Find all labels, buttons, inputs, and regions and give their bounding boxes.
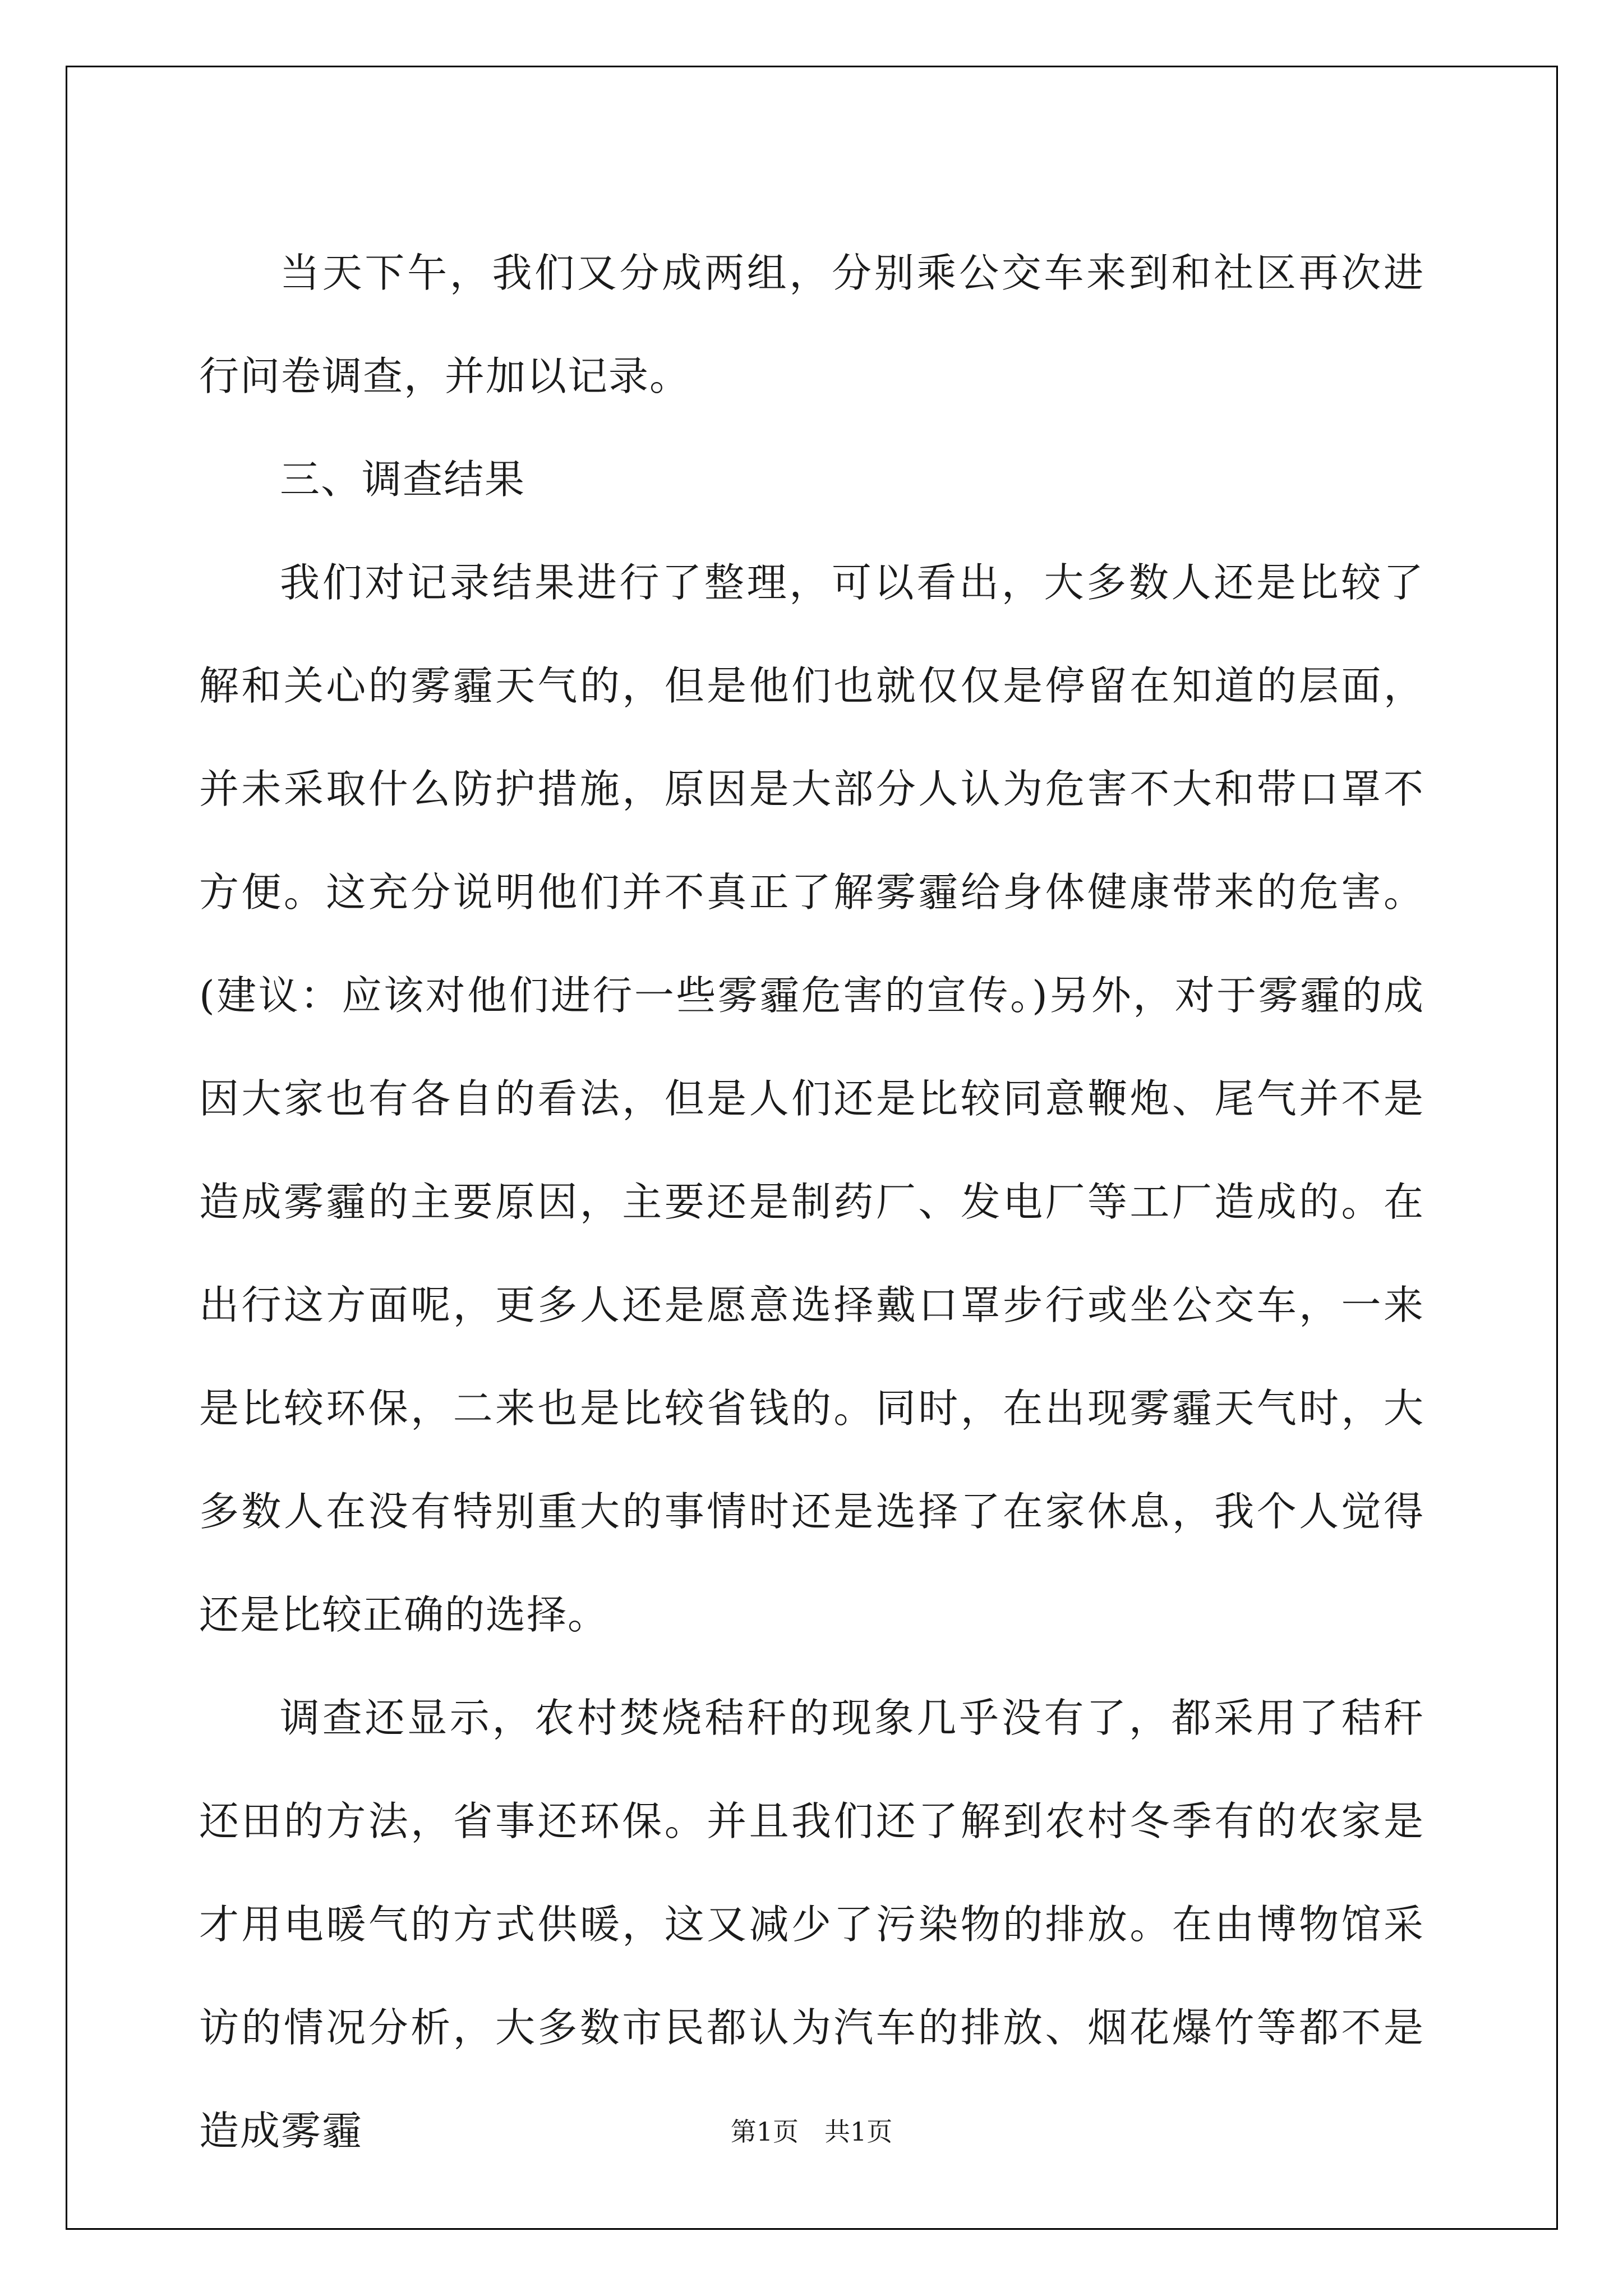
paragraph-rural-findings: 调查还显示，农村焚烧秸秆的现象几乎没有了，都采用了秸秆还田的方法，省事还环保。并且我们还了解到农村冬季有的农家是才用电暖气的方式供暖，这又减少了污染物的排放。在由博物馆采访的情况分析，大多数市民都认为汽车的排放、烟花爆竹等都不是造成雾霾 (199, 1695, 1424, 2154)
paragraph-afternoon-survey: 当天下午，我们又分成两组，分别乘公交车来到和社区再次进行问卷调查，并加以记录。 (199, 250, 1424, 399)
page-number-footer: 第1页 共1页 (730, 2116, 893, 2147)
paragraph-results-summary: 我们对记录结果进行了整理，可以看出，大多数人还是比较了解和关心的雾霾天气的，但是他们也就仅仅是停留在知道的层面，并未采取什么防护措施，原因是大部分人认为危害不大和带口罩不方便。这充分说明他们并不真正了解雾霾给身体健康带来的危害。(建议：应该对他们进行一些雾霾危害的宣传。)另外，对于雾霾的成因大家也有各自的看法，但是人们还是比较同意鞭炮、尾气并不是造成雾霾的主要原因，主要还是制药厂、发电厂等工厂造成的。在出行这方面呢，更多人还是愿意选择戴口罩步行或坐公交车，一来是比较环保，二来也是比较省钱的。同时，在出现雾霾天气时，大多数人在没有特别重大的事情时还是选择了在家休息，我个人觉得还是比较正确的选择。 (199, 559, 1424, 1638)
document-body (199, 222, 1424, 2183)
section-heading-results: 三、调查结果 (280, 456, 526, 503)
